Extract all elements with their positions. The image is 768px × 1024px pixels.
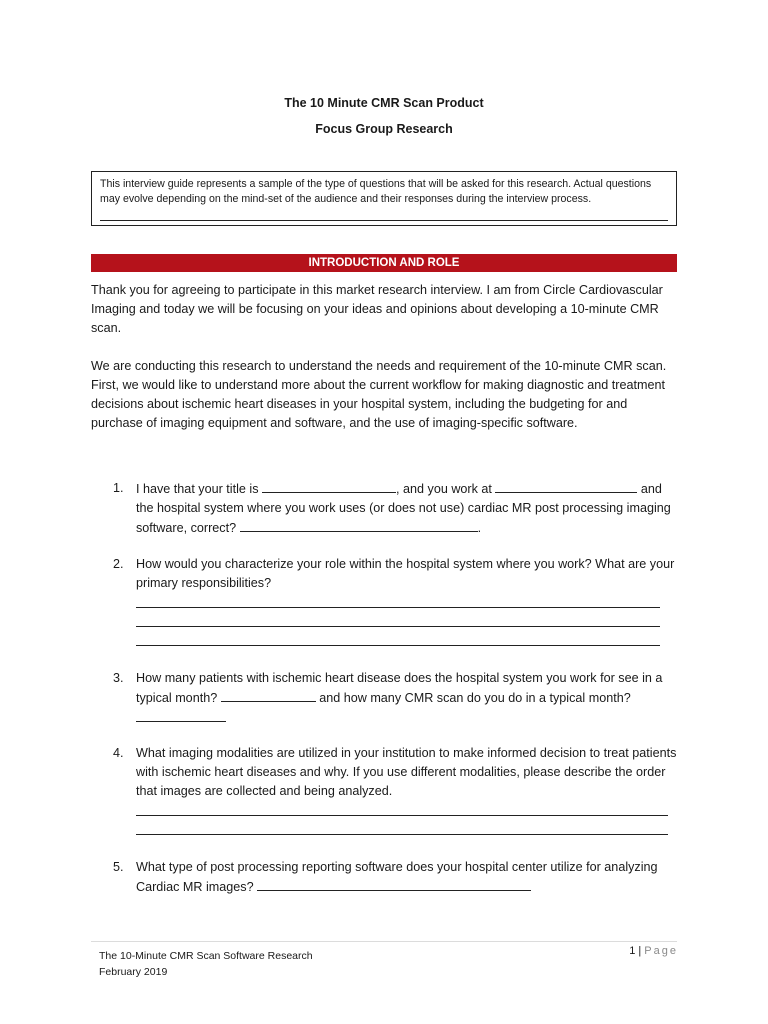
page-label: Page — [644, 945, 678, 957]
question-text: What type of post processing reporting software does your hospital center utilize for analyzing Cardiac MR images? — [136, 860, 658, 894]
workplace-blank[interactable] — [495, 479, 637, 493]
document-subtitle: Focus Group Research — [315, 122, 453, 136]
question-text: I have that your title is — [136, 482, 259, 496]
question-4 — [91, 744, 681, 801]
question-text: , and you work at — [396, 482, 492, 496]
footer — [99, 948, 313, 980]
answer-line[interactable] — [136, 607, 660, 608]
page-number — [629, 945, 678, 957]
question-text: and the hospital system where you work uses (or does not use) cardiac MR post processing imaging software, correct? — [136, 482, 671, 535]
page-number-value: 1 — [629, 945, 636, 957]
question-number: 5. — [113, 860, 124, 874]
question-text: and how many CMR scan do you do in a typical — [319, 691, 586, 705]
question-text: month? — [588, 691, 631, 705]
question-text: How would you characterize your role within the hospital system where you work? What are your primary responsibilities? — [136, 557, 675, 590]
question-number: 1. — [113, 481, 124, 495]
section-heading: INTRODUCTION AND ROLE — [91, 254, 677, 272]
question-5 — [91, 858, 681, 897]
question-1 — [91, 479, 681, 538]
patients-blank[interactable] — [221, 688, 316, 702]
footer-title: The 10-Minute CMR Scan Software Research — [99, 950, 313, 962]
question-2 — [91, 555, 681, 593]
scans-blank[interactable] — [136, 708, 226, 722]
answer-line[interactable] — [136, 834, 668, 835]
footer-divider — [91, 941, 677, 942]
question-number: 4. — [113, 746, 124, 760]
question-number: 2. — [113, 557, 124, 571]
question-text: How many patients with ischemic heart disease does the hospital system you work for see in a typical month? — [136, 671, 663, 705]
page-separator: | — [638, 945, 642, 957]
intro-paragraph-2: We are conducting this research to understand the needs and requirement of the 10-minute CMR scan. First, we would like to understand more about the current workflow for making diagnostic and treatment decisions about ischemic heart diseases in your hospital system, including the budgeting for and purchase of imaging equipment and software, and the use of imaging-specific software. — [91, 359, 667, 430]
notice-box — [91, 171, 677, 226]
footer-date: February 2019 — [99, 966, 168, 978]
software-name-blank[interactable] — [257, 877, 531, 891]
document-title: The 10 Minute CMR Scan Product — [284, 96, 484, 110]
question-number: 3. — [113, 671, 124, 685]
answer-line[interactable] — [136, 815, 668, 816]
question-3 — [91, 669, 681, 728]
question-text: What imaging modalities are utilized in your institution to make informed decision to treat patients with ischemic heart diseases and why. If you use different modalities, please describe the order that images are collected and being analyzed. — [136, 746, 677, 798]
notice-text: This interview guide represents a sample of the type of questions that will be asked for this research. Actual questions may evolve depending on the mind-set of the audience and their responses during the interview process. — [100, 178, 652, 205]
answer-line[interactable] — [136, 626, 660, 627]
notice-underline — [100, 220, 668, 221]
title-blank[interactable] — [262, 479, 396, 493]
software-blank[interactable] — [240, 518, 478, 532]
intro-paragraph-1: Thank you for agreeing to participate in this market research interview. I am from Circle Cardiovascular Imaging and today we will be focusing on your ideas and opinions about developing a 10-minute CMR scan. — [91, 283, 663, 335]
question-text: . — [477, 521, 482, 535]
answer-line[interactable] — [136, 645, 660, 646]
